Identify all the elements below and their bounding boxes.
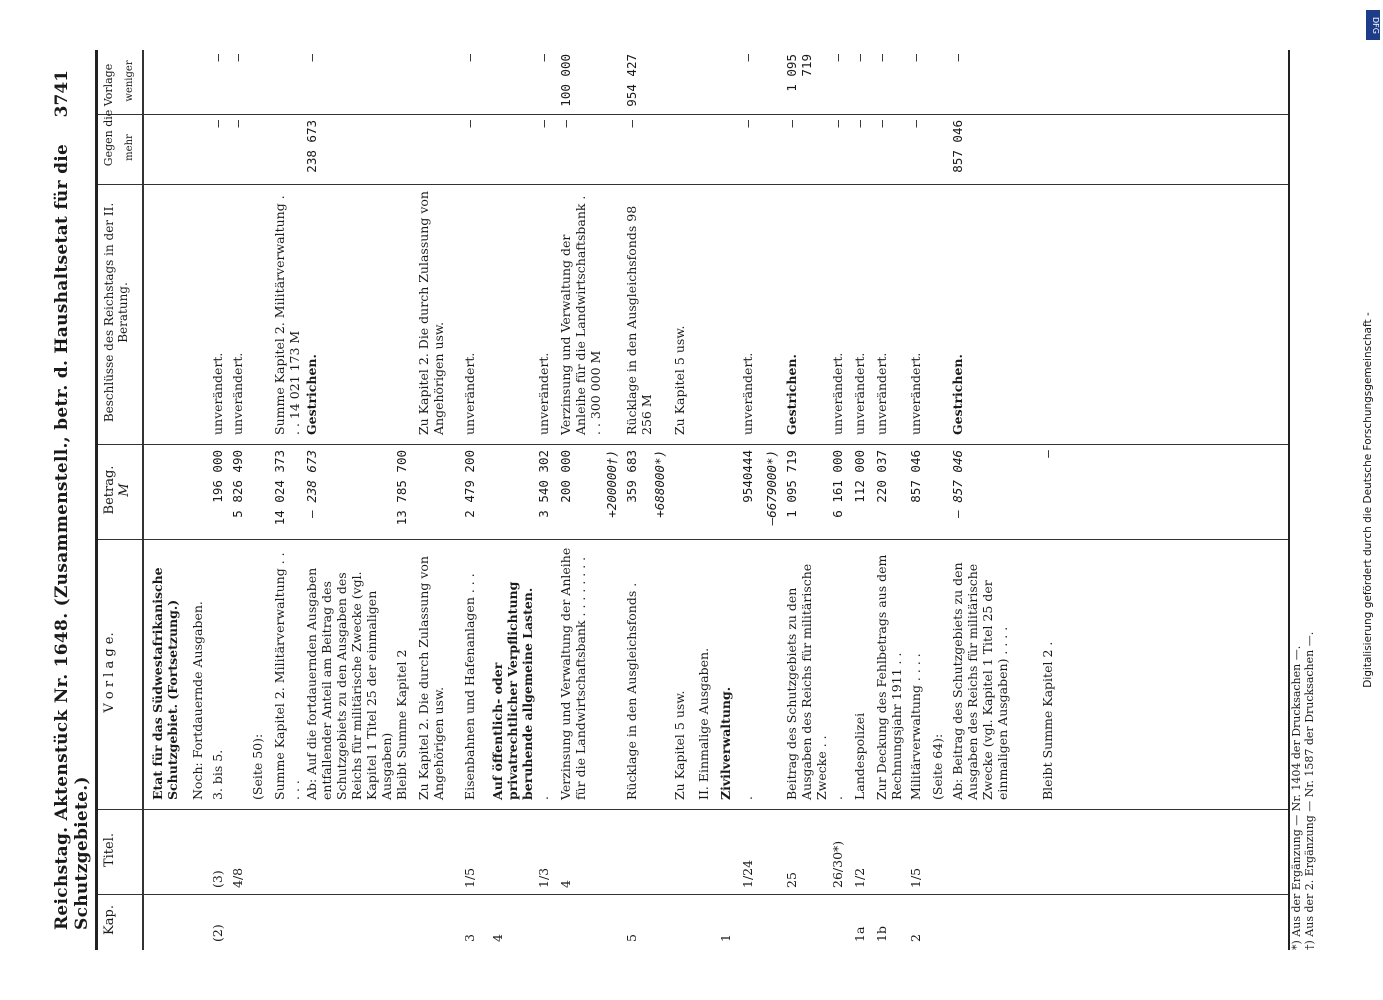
cell-weniger: — — [210, 54, 225, 62]
cell-weniger: — — [740, 54, 755, 62]
header-title: Reichstag. Aktenstück Nr. 1648. (Zusammenstell., betr. d. Haushaltsetat für die Schutzgebiete.) — [52, 143, 92, 930]
budget-table — [95, 50, 1290, 950]
col-rule — [98, 114, 1288, 115]
cell-beschluss: Zu Kapitel 2. Die durch Zulassung von Angehörigen usw. — [416, 191, 446, 435]
cell-kap: 1b — [874, 926, 889, 942]
cell-betrag: 220 037 — [874, 450, 889, 503]
col-rule — [98, 809, 1288, 810]
cell-mehr: — — [908, 120, 923, 128]
cell-kap: 1 — [718, 934, 733, 942]
cell-betrag: — — [1040, 450, 1055, 458]
col-titel: Titel. — [102, 832, 117, 868]
cell-kap: 4 — [490, 934, 505, 942]
cell-betrag: 196 000 — [210, 450, 225, 503]
cell-vorlage: Beitrag des Schutzgebiets zu den Ausgaben des Reichs für militärische Zwecke . . — [784, 563, 829, 800]
footnote: †) Aus der 2. Ergänzung — Nr. 1587 der Drucksachen —. — [1303, 631, 1316, 950]
header-rule — [142, 50, 144, 950]
cell-vorlage: Ab: Beitrag des Schutzgebiets zu den Ausgaben des Reichs für militärische Zwecke (vgl. Kapitel 1 Titel 25 der einmaligen Ausgaben) . . . . — [950, 562, 1010, 800]
cell-titel: 1/5 — [908, 867, 923, 888]
cell-kap: 2 — [908, 934, 923, 942]
cell-titel: 1/3 — [536, 867, 551, 888]
cell-vorlage: Zu Kapitel 5 usw. — [672, 690, 687, 800]
cell-kap: 1a — [852, 926, 867, 942]
col-rule — [98, 539, 1288, 540]
cell-vorlage: Landespolizei — [852, 712, 867, 800]
cell-weniger: — — [830, 54, 845, 62]
cell-vorlage: Zu Kapitel 2. Die durch Zulassung von Angehörigen usw. — [416, 556, 446, 800]
cell-beschluss: Gestrichen. — [784, 354, 799, 435]
cell-titel: 1/2 — [852, 867, 867, 888]
cell-vorlage: Etat für das Südwestafrikanische Schutzgebiet. (Fortsetzung.) — [150, 567, 180, 800]
col-mehr: mehr — [124, 134, 135, 161]
col-rule — [98, 894, 1288, 895]
col-kap: Kap. — [102, 905, 117, 935]
cell-betrag: +200000†) — [604, 450, 619, 518]
cell-betrag: 9540444 — [740, 450, 755, 503]
cell-betrag: 13 785 700 — [394, 450, 409, 526]
cell-beschluss: Rücklage in den Ausgleichsfonds 98 256 M — [624, 205, 654, 435]
cell-vorlage: 3. bis 5. — [210, 749, 225, 800]
dfg-logo: DFG — [1366, 10, 1380, 40]
cell-beschluss: Verzinsung und Verwaltung der Anleihe für die Landwirtschaftsbank . . . 300 000 M — [558, 195, 603, 435]
cell-betrag: 359 683 — [624, 450, 639, 503]
cell-vorlage: Eisenbahnen und Hafenanlagen . . . — [462, 573, 477, 800]
cell-weniger: 1 095 719 — [784, 54, 814, 92]
cell-weniger: 954 427 — [624, 54, 639, 107]
footnotes — [1290, 632, 1316, 950]
cell-mehr: — — [852, 120, 867, 128]
cell-betrag: 5 826 490 — [230, 450, 245, 518]
cell-vorlage: Zur Deckung des Fehlbetrags aus dem Rechnungsjahr 1911 . . — [874, 554, 904, 800]
cell-titel: 25 — [784, 872, 799, 888]
cell-mehr: — — [462, 120, 477, 128]
cell-vorlage: (Seite 50): — [250, 733, 265, 800]
cell-vorlage: Verzinsung und Verwaltung der Anleihe für die Landwirtschaftsbank . . . . . . . . — [558, 547, 588, 800]
cell-beschluss: unverändert. — [210, 352, 225, 435]
col-vorlage: V o r l a g e. — [102, 632, 117, 713]
cell-vorlage: Bleibt Summe Kapitel 2 — [394, 649, 409, 800]
cell-vorlage: II. Einmalige Ausgaben. — [696, 647, 711, 800]
cell-weniger: — — [304, 54, 319, 62]
cell-weniger: 100 000 — [558, 54, 573, 107]
cell-titel: 4 — [558, 880, 573, 888]
cell-beschluss: Summe Kapitel 2. Militärverwaltung . . . 14 021 173 M — [272, 195, 302, 435]
cell-beschluss: unverändert. — [852, 352, 867, 435]
page-header — [40, 50, 92, 990]
cell-betrag: 6 161 000 — [830, 450, 845, 518]
cell-mehr: 857 046 — [950, 120, 965, 173]
cell-vorlage: Auf öffentlich- oder privatrechtlicher Verpflichtung beruhende allgemeine Lasten. — [490, 581, 535, 800]
cell-weniger: — — [950, 54, 965, 62]
cell-betrag: — 857 046 — [950, 450, 965, 518]
cell-weniger: — — [230, 54, 245, 62]
cell-betrag: 857 046 — [908, 450, 923, 503]
cell-betrag: — 238 673 — [304, 450, 319, 518]
cell-beschluss: unverändert. — [536, 352, 551, 435]
cell-vorlage: Zivilverwaltung. — [718, 686, 733, 800]
cell-betrag: 112 000 — [852, 450, 867, 503]
cell-mehr: — — [558, 120, 573, 128]
cell-beschluss: Gestrichen. — [950, 354, 965, 435]
cell-beschluss: unverändert. — [462, 352, 477, 435]
cell-weniger: — — [852, 54, 867, 62]
cell-titel: 1/24 — [740, 859, 755, 888]
cell-titel: 4/8 — [230, 867, 245, 888]
cell-mehr: — — [874, 120, 889, 128]
rotated-document — [40, 50, 1330, 990]
cell-mehr: — — [230, 120, 245, 128]
col-rule — [98, 184, 1288, 185]
cell-weniger: — — [462, 54, 477, 62]
cell-weniger: — — [536, 54, 551, 62]
cell-vorlage: . — [536, 796, 551, 800]
cell-beschluss: unverändert. — [874, 352, 889, 435]
col-weniger: weniger — [124, 60, 135, 102]
cell-beschluss: Zu Kapitel 5 usw. — [672, 325, 687, 435]
col-rule — [98, 444, 1288, 445]
cell-mehr: 238 673 — [304, 120, 319, 173]
footnote: *) Aus der Ergänzung — Nr. 1404 der Drucksachen —. — [1290, 645, 1303, 950]
cell-mehr: — — [784, 120, 799, 128]
cell-mehr: — — [830, 120, 845, 128]
cell-kap: 5 — [624, 934, 639, 942]
cell-titel: 26/30*) — [830, 840, 845, 888]
cell-kap: (2) — [210, 924, 225, 942]
cell-mehr: — — [624, 120, 639, 128]
cell-beschluss: unverändert. — [830, 352, 845, 435]
cell-betrag: 14 024 373 — [272, 450, 287, 526]
cell-betrag: —6679000*) — [764, 450, 779, 526]
cell-vorlage: Bleibt Summe Kapitel 2 . — [1040, 641, 1055, 800]
cell-titel: (3) — [210, 870, 225, 888]
cell-betrag: 2 479 200 — [462, 450, 477, 518]
col-betrag: Betrag. M — [102, 465, 132, 515]
cell-mehr: — — [210, 120, 225, 128]
cell-vorlage: . — [740, 796, 755, 800]
cell-betrag: 1 095 719 — [784, 450, 799, 518]
cell-mehr: — — [536, 120, 551, 128]
cell-vorlage: Militärverwaltung . . . . — [908, 653, 923, 800]
cell-titel: 1/5 — [462, 867, 477, 888]
page-number: 3741 — [52, 70, 72, 118]
cell-kap: 3 — [462, 934, 477, 942]
cell-betrag: 200 000 — [558, 450, 573, 503]
cell-beschluss: Gestrichen. — [304, 354, 319, 435]
cell-betrag: 3 540 302 — [536, 450, 551, 518]
cell-betrag: +688000*) — [652, 450, 667, 518]
cell-vorlage: (Seite 64): — [930, 733, 945, 800]
cell-beschluss: unverändert. — [740, 352, 755, 435]
col-beschluesse: Beschlüsse des Reichstags in der II. Beratung. — [102, 202, 130, 423]
cell-weniger: — — [874, 54, 889, 62]
cell-vorlage: Rücklage in den Ausgleichsfonds . — [624, 582, 639, 800]
cell-beschluss: unverändert. — [908, 352, 923, 435]
cell-vorlage: Ab: Auf die fortdauernden Ausgaben entfallender Anteil am Beitrag des Schutzgebiets zu den Ausgaben des Reichs für militärische Zwecke (vgl. Kapitel 1 Titel 25 der einmaligen Ausgaben) — [304, 567, 394, 800]
cell-vorlage: Summe Kapitel 2. Militärverwaltung . . . . . — [272, 552, 302, 800]
cell-weniger: — — [908, 54, 923, 62]
cell-vorlage: Noch: Fortdauernde Ausgaben. — [190, 601, 205, 800]
col-gegen: Gegen die Vorlage — [102, 63, 115, 167]
cell-beschluss: unverändert. — [230, 352, 245, 435]
cell-mehr: — — [740, 120, 755, 128]
cell-vorlage: . — [830, 796, 845, 800]
digitization-credit: Digitalisierung gefördert durch die Deutsche Forschungsgemeinschaft - — [1362, 312, 1374, 688]
